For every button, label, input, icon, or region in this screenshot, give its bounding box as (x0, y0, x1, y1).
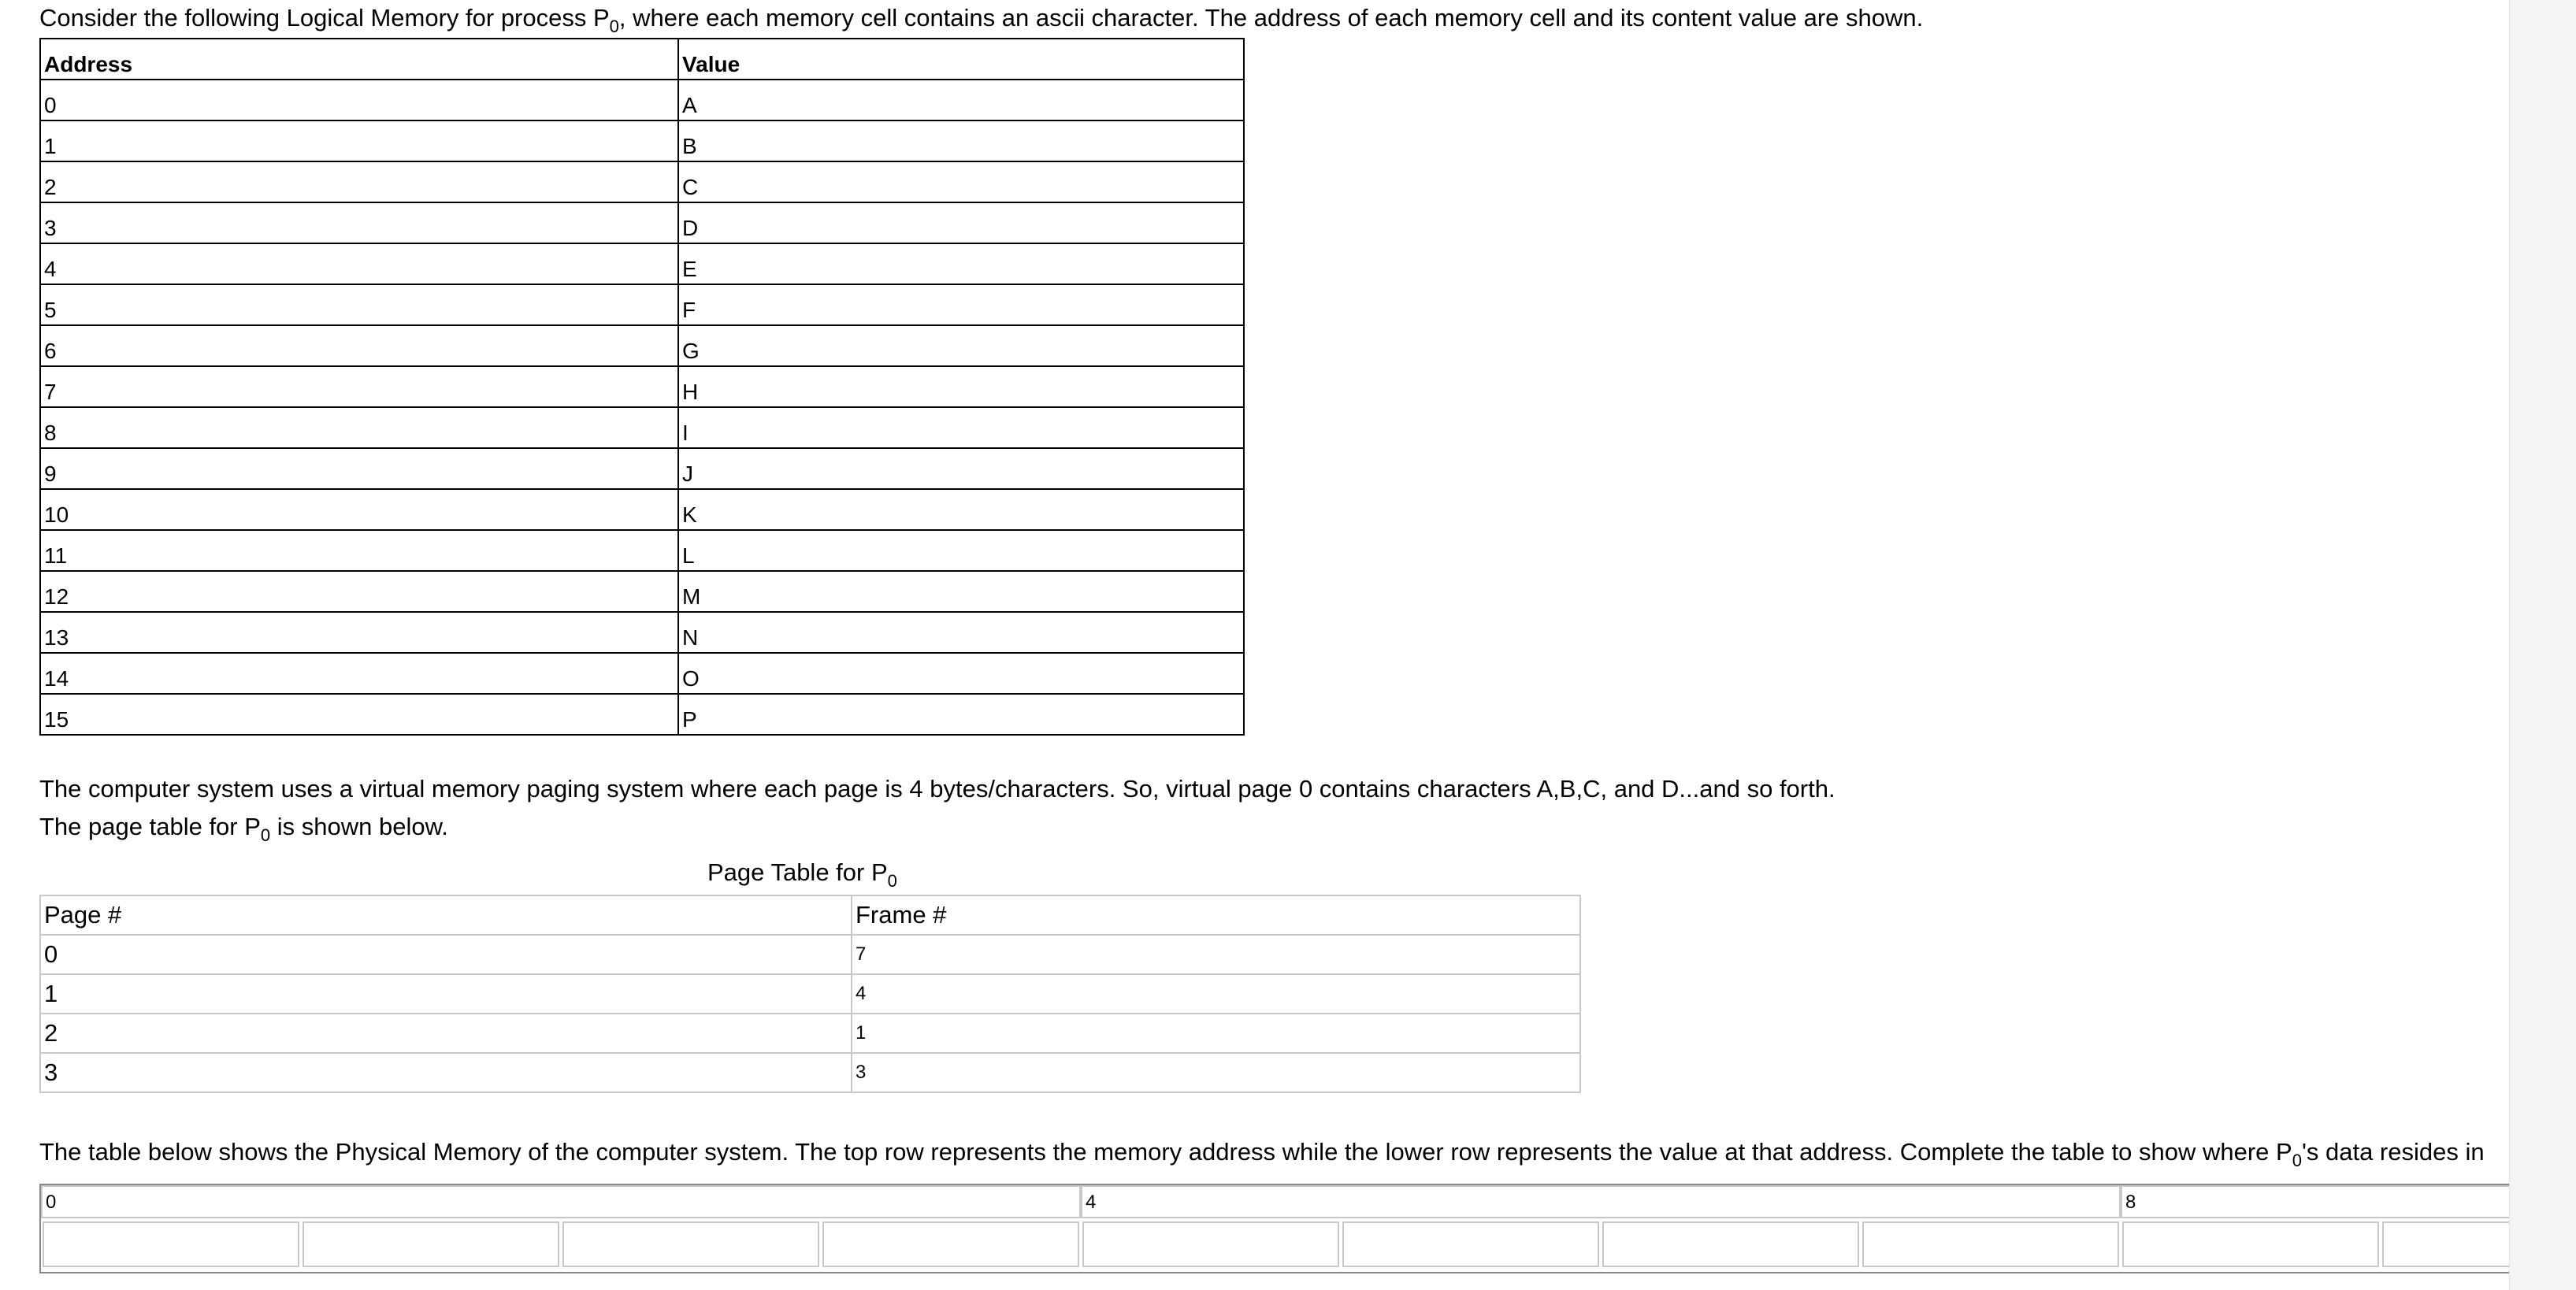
physical-memory-table (39, 1184, 2576, 1273)
intro-text: Consider the following Logical Memory for process $P_0$, where each memory cell contains an ascii character. The address of each memory cell and its content value are shown. (39, 4, 1924, 36)
table-row (40, 120, 1244, 161)
address-cell: 5 (40, 284, 678, 325)
value-cell: E (678, 243, 1244, 284)
physical-value-input[interactable] (822, 1221, 1079, 1267)
address-header: Address (40, 39, 678, 80)
table-row (40, 653, 1244, 694)
address-cell: 1 (40, 120, 678, 161)
address-cell: 13 (40, 612, 678, 653)
page-number-cell: 3 (40, 1053, 852, 1092)
address-cell: 8 (40, 407, 678, 448)
physical-value-input[interactable] (1342, 1221, 1599, 1267)
address-cell: 10 (40, 489, 678, 530)
value-header: Value (678, 39, 1244, 80)
page-number-cell: 1 (40, 974, 852, 1014)
table-row (40, 407, 1244, 448)
table-row (40, 1053, 1580, 1092)
page-number-cell: 2 (40, 1014, 852, 1053)
address-cell: 4 (40, 243, 678, 284)
table-row (40, 325, 1244, 366)
logical-memory-table (39, 38, 1245, 736)
address-cell: 12 (40, 571, 678, 612)
table-row (40, 80, 1244, 120)
address-cell: 2 (40, 161, 678, 202)
table-row (40, 974, 1580, 1014)
value-cell: A (678, 80, 1244, 120)
table-row (40, 935, 1580, 974)
value-cell: F (678, 284, 1244, 325)
physical-memory-text: The table below shows the Physical Memory of the computer system. The top row represents the memory address while the lower row represents the value at that address. Complete the table to show where $P_0's$ data resides in (39, 1138, 2485, 1170)
value-cell: B (678, 120, 1244, 161)
table-row (40, 1014, 1580, 1053)
table-row (40, 284, 1244, 325)
value-cell: G (678, 325, 1244, 366)
frame-number-cell: 4 (852, 974, 1580, 1014)
page-number-cell: 0 (40, 935, 852, 974)
physical-value-input[interactable] (1082, 1221, 1339, 1267)
table-row (40, 202, 1244, 243)
table-header-row (40, 39, 1244, 80)
physical-address-cell (1081, 1185, 2121, 1218)
value-cell: O (678, 653, 1244, 694)
address-cell: 9 (40, 448, 678, 489)
value-cell: P (678, 694, 1244, 735)
value-cell: L (678, 530, 1244, 571)
value-cell: K (678, 489, 1244, 530)
frame-number-cell: 3 (852, 1053, 1580, 1092)
physical-value-input[interactable] (1602, 1221, 1859, 1267)
frame-number-header: Frame # (852, 895, 1580, 935)
paging-text-line2: The page table for $P_0$ is shown below. (39, 813, 448, 845)
table-header-row (40, 895, 1580, 935)
value-cell: H (678, 366, 1244, 407)
frame-number-cell: 1 (852, 1014, 1580, 1053)
physical-address-label: 4 (1086, 1192, 1097, 1213)
physical-value-input[interactable] (43, 1221, 299, 1267)
table-row (40, 530, 1244, 571)
address-cell: 11 (40, 530, 678, 571)
address-cell: 7 (40, 366, 678, 407)
physical-value-input[interactable] (2122, 1221, 2379, 1267)
physical-address-cell (41, 1185, 1081, 1218)
vertical-scrollbar[interactable] (2509, 0, 2576, 1290)
value-cell: D (678, 202, 1244, 243)
table-row (40, 448, 1244, 489)
table-row (40, 571, 1244, 612)
physical-value-input[interactable] (303, 1221, 559, 1267)
address-cell: 3 (40, 202, 678, 243)
page-table (39, 895, 1581, 1093)
physical-value-input[interactable] (562, 1221, 819, 1267)
value-cell: J (678, 448, 1244, 489)
physical-value-input[interactable] (1862, 1221, 2119, 1267)
page-number-header: Page # (40, 895, 852, 935)
address-cell: 15 (40, 694, 678, 735)
table-row (40, 243, 1244, 284)
physical-address-cell (2121, 1185, 2576, 1218)
table-row (40, 612, 1244, 653)
paging-text-line1: The computer system uses a virtual memory paging system where each page is 4 bytes/characters. So, virtual page 0 contains characters A,B,C, and D...and so forth. (39, 775, 1835, 803)
table-row (40, 366, 1244, 407)
address-cell: 0 (40, 80, 678, 120)
table-row (40, 161, 1244, 202)
physical-address-label: 8 (2125, 1192, 2136, 1213)
physical-address-label: 0 (46, 1192, 57, 1213)
table-row (40, 489, 1244, 530)
value-cell: N (678, 612, 1244, 653)
value-cell: I (678, 407, 1244, 448)
address-cell: 14 (40, 653, 678, 694)
table-row (40, 694, 1244, 735)
frame-number-cell: 7 (852, 935, 1580, 974)
value-cell: M (678, 571, 1244, 612)
address-cell: 6 (40, 325, 678, 366)
value-cell: C (678, 161, 1244, 202)
page-table-title: Page Table for $P_0$ (707, 858, 897, 891)
